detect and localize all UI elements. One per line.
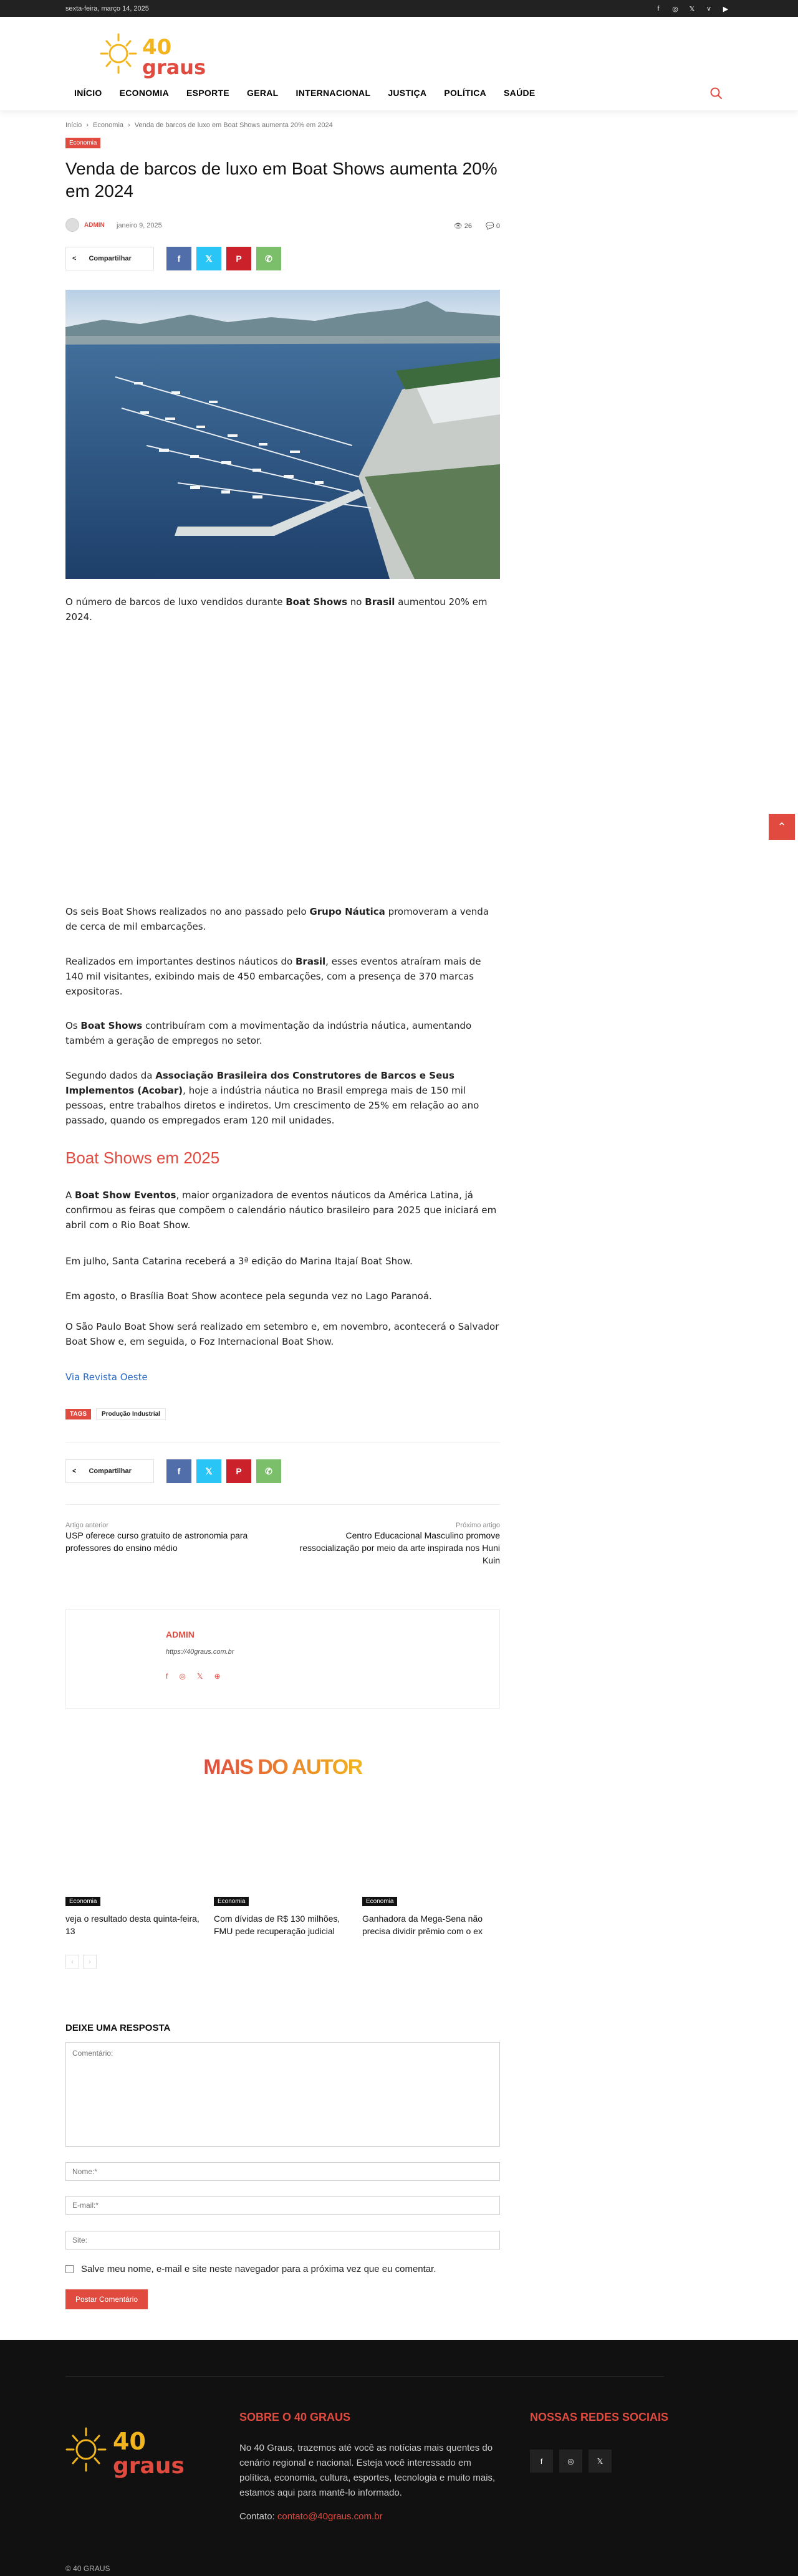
share-label: Compartilhar <box>89 1467 132 1475</box>
breadcrumb-category[interactable]: Economia <box>93 122 124 129</box>
paragraph-1: O número de barcos de luxo vendidos durante Boat Shows no Brasil aumentou 20% em 2024. <box>65 596 488 623</box>
author-social-icons <box>166 1672 221 1681</box>
breadcrumb-current: Venda de barcos de luxo em Boat Shows aumenta 20% em 2024 <box>134 122 333 129</box>
globe-icon[interactable]: ⊕ <box>214 1672 221 1681</box>
share-label: Compartilhar <box>89 255 132 262</box>
footer-social-links <box>530 2450 612 2473</box>
x-share-button[interactable]: 𝕏 <box>196 247 221 270</box>
search-icon[interactable] <box>709 87 723 100</box>
footer-contact <box>239 2511 383 2522</box>
site-header <box>0 17 798 110</box>
footer-logo[interactable] <box>65 2423 212 2479</box>
share-icon: < <box>72 255 77 262</box>
facebook-icon[interactable]: f <box>530 2450 553 2473</box>
share-bar-bottom <box>65 1459 500 1484</box>
paragraph-6: A Boat Show Eventos, maior organizadora de eventos náuticos da América Latina, já confirmou as feiras que compõem o calendário náutico brasileiro para 2025 que iniciará em abril com o Rio Boat Show. <box>65 1190 497 1231</box>
tags-row <box>65 1408 166 1420</box>
nav-justica[interactable]: JUSTIÇA <box>388 88 427 98</box>
logo-text-top: 40 <box>142 35 172 60</box>
footer-logo-text-top: 40 <box>113 2428 146 2455</box>
top-bar <box>0 0 798 17</box>
pager-next-button[interactable]: › <box>83 1955 97 1968</box>
whatsapp-share-button[interactable]: ✆ <box>256 247 281 270</box>
divider <box>65 2376 664 2377</box>
card-category[interactable]: Economia <box>214 1897 249 1906</box>
hero-image-marina <box>65 290 500 579</box>
category-badge[interactable]: Economia <box>65 138 100 148</box>
nav-internacional[interactable]: INTERNACIONAL <box>296 88 371 98</box>
share-button[interactable] <box>65 247 154 270</box>
paragraph-4: Os Boat Shows contribuíram com a movimentação da indústria náutica, aumentando também a geração de empregos no setor. <box>65 1020 472 1046</box>
main-navigation <box>65 88 544 98</box>
x-share-button[interactable]: 𝕏 <box>196 1459 221 1483</box>
nav-esporte[interactable]: ESPORTE <box>186 88 230 98</box>
card-category[interactable]: Economia <box>65 1897 100 1906</box>
logo-text-bottom: graus <box>142 55 206 79</box>
reply-title: DEIXE UMA RESPOSTA <box>65 2023 171 2033</box>
next-label: Próximo artigo <box>456 1522 500 1529</box>
site-field[interactable] <box>65 2231 500 2249</box>
x-twitter-icon[interactable]: 𝕏 <box>589 2450 612 2473</box>
post-meta <box>65 218 500 233</box>
author-box-name[interactable]: ADMIN <box>166 1629 195 1639</box>
list-item[interactable] <box>214 1895 351 1937</box>
share-bar-top <box>65 247 500 272</box>
save-info-label: Salve meu nome, e-mail e site neste navegador para a próxima vez que eu comentar. <box>81 2264 436 2274</box>
paragraph-7: Em julho, Santa Catarina receberá a 3ª edição do Marina Itajaí Boat Show. <box>65 1256 413 1267</box>
comments-value: 0 <box>496 222 500 230</box>
save-info-checkbox[interactable] <box>65 2265 74 2273</box>
paragraph-5: Segundo dados da Associação Brasileira dos Construtores de Barcos e Seus Implementos (Acobar), hoje a indústria náutica no Brasil emprega mais de 150 mil pessoas, entre trabalhos diretos e indiretos. Um crescimento de 25% em relação ao ano passado, quando os empregados eram 120 mil unidades. <box>65 1070 479 1126</box>
views-value: 26 <box>464 222 472 230</box>
nav-economia[interactable]: ECONOMIA <box>119 88 169 98</box>
list-item[interactable] <box>65 1895 203 1937</box>
pinterest-share-button[interactable]: P <box>226 1459 251 1483</box>
card-category[interactable]: Economia <box>362 1897 397 1906</box>
eye-icon: 👁 <box>453 222 464 230</box>
paragraph-3: Realizados em importantes destinos náuticos do Brasil, esses eventos atraíram mais de 140 mil visitantes, exibindo mais de 450 embarcações, com a presença de 370 marcas expositoras. <box>65 956 481 997</box>
x-twitter-icon[interactable]: 𝕏 <box>689 5 695 13</box>
section-heading: Boat Shows em 2025 <box>65 1148 220 1167</box>
cards-pager <box>65 1955 97 1968</box>
instagram-icon[interactable]: ◎ <box>559 2450 582 2473</box>
footer-about-text: No 40 Graus, trazemos até você as notícias mais quentes do cenário regional e nacional. Esteja você interessado em política, economia, cultura, esportes, tecnologia e muito mais, estamos aqui para mantê-lo informado. <box>239 2443 496 2498</box>
facebook-icon[interactable]: f <box>166 1672 168 1681</box>
instagram-icon[interactable]: ◎ <box>672 5 678 13</box>
breadcrumb-home[interactable]: Início <box>65 122 82 129</box>
x-twitter-icon[interactable]: 𝕏 <box>196 1672 203 1681</box>
name-field[interactable] <box>65 2162 500 2181</box>
nav-politica[interactable]: POLÍTICA <box>444 88 487 98</box>
comments-count[interactable] <box>486 222 500 230</box>
contact-label: Contato: <box>239 2511 277 2522</box>
pager-prev-button[interactable]: ‹ <box>65 1955 79 1968</box>
nav-geral[interactable]: GERAL <box>247 88 279 98</box>
paragraph-2: Os seis Boat Shows realizados no ano passado pelo Grupo Náutica promoveram a venda de cerca de mil embarcações. <box>65 906 489 932</box>
card-title[interactable]: veja o resultado desta quinta-feira, 13 <box>65 1914 200 1936</box>
facebook-icon[interactable]: f <box>657 5 660 12</box>
footer-social-title: NOSSAS REDES SOCIAIS <box>530 2411 669 2423</box>
site-logo[interactable] <box>100 31 231 80</box>
prev-label: Artigo anterior <box>65 1522 109 1529</box>
footer-logo-text-bottom: graus <box>113 2453 185 2479</box>
card-title[interactable]: Ganhadora da Mega-Sena não precisa dividir prêmio com o ex <box>362 1914 483 1936</box>
comment-icon: 💬 <box>486 222 496 230</box>
next-title[interactable]: Centro Educacional Masculino promove ressocialização por meio da arte inspirada nos Huni Kuin <box>299 1530 500 1565</box>
nav-inicio[interactable]: INÍCIO <box>74 88 102 98</box>
contact-email-link[interactable]: contato@40graus.com.br <box>277 2511 383 2522</box>
email-field[interactable] <box>65 2196 500 2215</box>
prev-next-nav <box>65 1522 500 1578</box>
back-to-top-button[interactable] <box>769 814 795 840</box>
pinterest-share-button[interactable]: P <box>226 247 251 270</box>
vimeo-icon[interactable]: v <box>707 5 711 12</box>
save-info-row <box>65 2264 436 2274</box>
author-box-url[interactable]: https://40graus.com.br <box>166 1648 234 1656</box>
source-link[interactable]: Via Revista Oeste <box>65 1371 148 1383</box>
paragraph-9: O São Paulo Boat Show será realizado em setembro e, em novembro, acontecerá o Salvador Boat Show e, em seguida, o Foz Internacional Boat Show. <box>65 1321 499 1347</box>
nav-saude[interactable]: SAÚDE <box>504 88 536 98</box>
tag-item[interactable]: Produção Industrial <box>96 1408 166 1420</box>
facebook-share-button[interactable]: f <box>166 247 191 270</box>
current-date: sexta-feira, março 14, 2025 <box>65 5 149 12</box>
breadcrumb-separator: › <box>86 122 89 129</box>
list-item[interactable] <box>362 1895 499 1937</box>
breadcrumb-separator: › <box>128 122 130 129</box>
more-author-cards <box>65 1895 500 1957</box>
post-comment-button[interactable]: Postar Comentário <box>65 2289 148 2309</box>
page-title: Venda de barcos de luxo em Boat Shows aumenta 20% em 2024 <box>65 159 498 201</box>
share-icon: < <box>72 1467 77 1475</box>
chevron-up-icon: ⌃ <box>777 820 787 833</box>
facebook-share-button[interactable]: f <box>166 1459 191 1483</box>
post-date: janeiro 9, 2025 <box>117 222 162 229</box>
breadcrumb <box>65 122 335 129</box>
divider <box>65 1504 500 1505</box>
author-link[interactable]: ADMIN <box>84 222 105 229</box>
paragraph-8: Em agosto, o Brasília Boat Show acontece pela segunda vez no Lago Paranoá. <box>65 1290 432 1302</box>
views-count <box>454 222 472 230</box>
author-box <box>65 1609 500 1709</box>
copyright: © 40 GRAUS <box>65 2564 110 2573</box>
share-button[interactable] <box>65 1459 154 1483</box>
site-footer <box>0 2340 798 2576</box>
prev-article[interactable] <box>65 1522 271 1554</box>
more-from-author-title: MAIS DO AUTOR <box>203 1755 362 1779</box>
whatsapp-share-button[interactable]: ✆ <box>256 1459 281 1483</box>
comment-textarea[interactable] <box>65 2042 500 2147</box>
avatar[interactable] <box>65 218 79 232</box>
youtube-icon[interactable]: ▶ <box>723 5 729 13</box>
instagram-icon[interactable]: ◎ <box>179 1672 186 1681</box>
prev-title[interactable]: USP oferece curso gratuito de astronomia para professores do ensino médio <box>65 1530 248 1553</box>
footer-about-title: SOBRE O 40 GRAUS <box>239 2411 351 2423</box>
card-title[interactable]: Com dívidas de R$ 130 milhões, FMU pede recuperação judicial <box>214 1914 340 1936</box>
next-article[interactable] <box>294 1522 500 1567</box>
tags-label: TAGS <box>65 1409 91 1419</box>
top-social-links <box>653 4 731 14</box>
